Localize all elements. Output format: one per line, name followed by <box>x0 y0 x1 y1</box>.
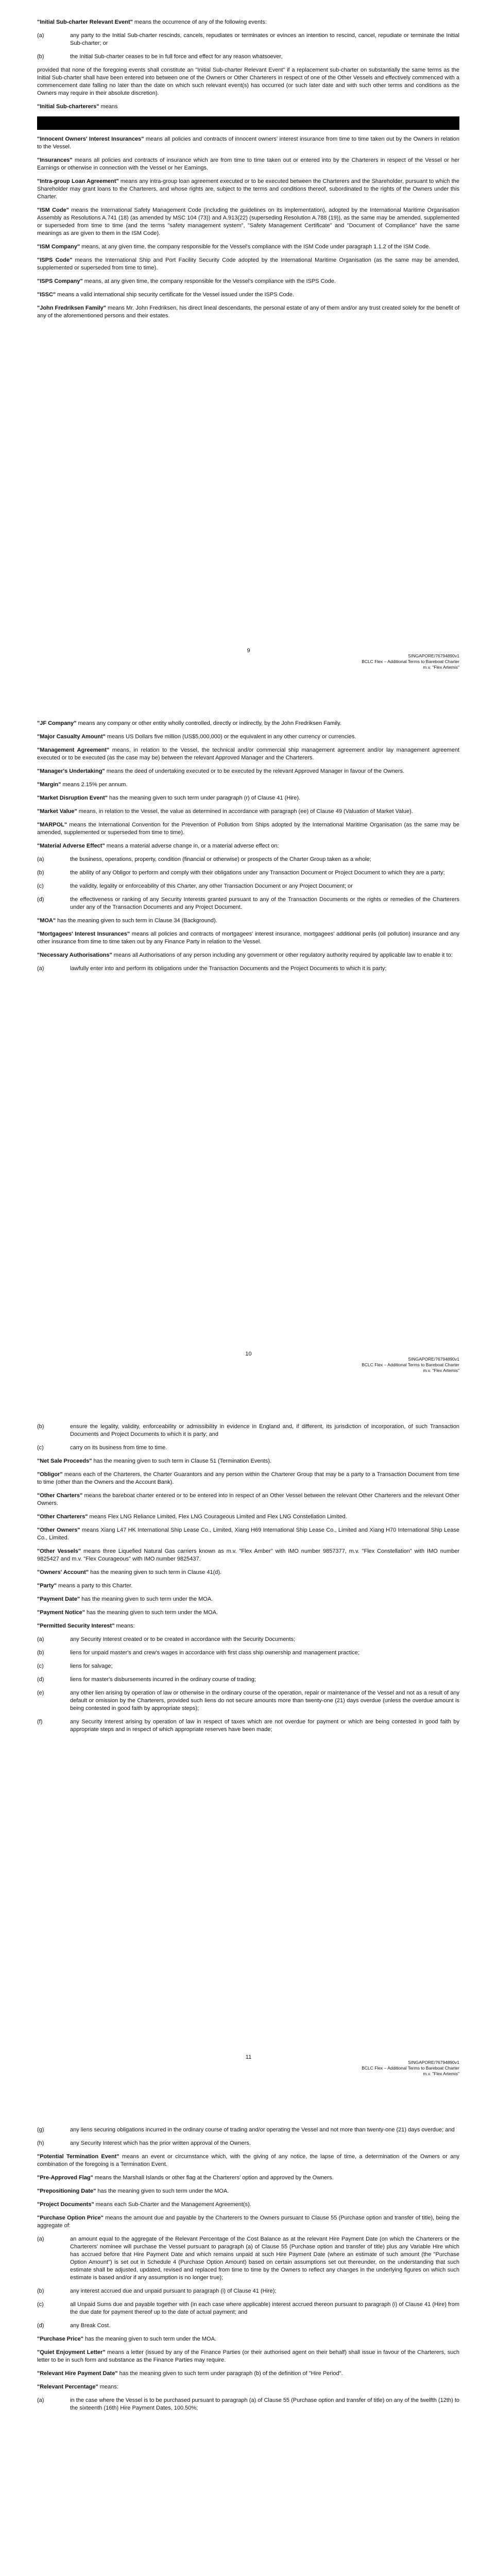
defined-term: "Market Disruption Event" <box>37 795 108 801</box>
defined-term: "ISSC" <box>37 292 56 298</box>
defined-term: "MARPOL" <box>37 822 67 828</box>
page-10-body <box>37 720 459 978</box>
definition-paragraph <box>37 157 459 172</box>
defined-term: "ISPS Code" <box>37 257 73 263</box>
defined-term: "Other Charterers" <box>37 1514 88 1520</box>
defined-term: "Party" <box>37 1583 57 1589</box>
defined-term: "Net Sale Proceeds" <box>37 1458 92 1464</box>
definition-paragraph <box>37 1513 459 1521</box>
defined-term: "Purchase Option Price" <box>37 2215 104 2221</box>
defined-term: "Major Casualty Amount" <box>37 734 106 740</box>
definition-text: means the Marshall Islands or other flag at the Charterers' option and approved by the Owners. <box>93 2175 334 2181</box>
definition-text: has the meaning given to such term in Clause 41(d). <box>89 1569 222 1575</box>
defined-term: "Necessary Authorisations" <box>37 952 112 958</box>
definition-paragraph <box>37 2383 459 2391</box>
defined-term: "Management Agreement" <box>37 747 110 753</box>
list-item-label: (h) <box>37 2140 44 2146</box>
list-item <box>37 53 459 61</box>
list-item-label: (f) <box>37 1719 43 1725</box>
defined-term: "Insurances" <box>37 157 73 163</box>
definition-text: means, in relation to the Vessel, the value as determined in accordance with paragraph (ee) of Clause 49 (Valuation of Market Value). <box>77 808 413 815</box>
list-item-label: (d) <box>37 896 44 903</box>
list-item-text: lawfully enter into and perform its obligations under the Transaction Documents and the Project Documents to which it is party; <box>70 965 387 972</box>
footer-vessel: m.v. "Flex Artemis" <box>423 665 459 670</box>
defined-term: "ISM Company" <box>37 244 80 250</box>
list-item <box>37 1663 459 1670</box>
list-item-label: (c) <box>37 883 44 889</box>
list-item <box>37 1649 459 1657</box>
defined-term: "Manager's Undertaking" <box>37 768 105 774</box>
list-item-text: the ability of any Obligor to perform and comply with their obligations under any Transaction Document or Project Document to which they are a party; <box>70 870 445 876</box>
list-item-label: (e) <box>37 1690 44 1696</box>
list-item-text: the Initial Sub-charter ceases to be in full force and effect for any reason whatsoever, <box>70 54 283 60</box>
defined-term: "MOA" <box>37 918 56 924</box>
page-footer <box>362 2060 459 2077</box>
definition-paragraph <box>37 2153 459 2168</box>
defined-term: "Obligor" <box>37 1471 63 1478</box>
defined-term: "Other Vessels" <box>37 1548 81 1554</box>
defined-term: "Market Value" <box>37 808 77 815</box>
definition-paragraph <box>37 304 459 320</box>
list-item <box>37 869 459 877</box>
list-item-text: the effectiveness or ranking of any Security Interests granted pursuant to any of the Transaction Documents or the rights or remedies of the Charterers under any of the Transaction Documents and any Project Document. <box>70 896 459 910</box>
list-item <box>37 32 459 47</box>
definition-text: means, at any given time, the company responsible for the Vessel's compliance with the ISPS Code. <box>82 278 336 284</box>
definition-paragraph <box>37 842 459 850</box>
definition-text: means, in relation to the Vessel, the technical and/or commercial ship management agreement and/or lay management agreement executed or to be executed (as the case may be) between the relevant Approved Manager and the Charterers. <box>37 747 459 761</box>
definition-paragraph <box>37 1582 459 1590</box>
defined-term: "Margin" <box>37 782 61 788</box>
list-item <box>37 883 459 890</box>
list-item-label: (a) <box>37 2236 44 2242</box>
definition-paragraph <box>37 733 459 741</box>
list-item-label: (a) <box>37 856 44 862</box>
definition-text: means the deed of undertaking executed or to be executed by the relevant Approved Manager in favour of the Owners. <box>105 768 405 774</box>
list-item <box>37 2140 459 2147</box>
list-item-label: (a) <box>37 32 44 39</box>
footer-ref: SINGAPORE/76794890v1 <box>408 2060 459 2065</box>
page-number: 11 <box>245 2054 252 2060</box>
page-10 <box>0 703 497 1388</box>
defined-term: "Prepositioning Date" <box>37 2188 96 2194</box>
list-item-text: liens for unpaid master's and crew's wages in accordance with first class ship ownership and management practice; <box>70 1650 359 1656</box>
defined-term: "Intra-group Loan Agreement" <box>37 178 119 184</box>
footer-ref: SINGAPORE/76794890v1 <box>408 1357 459 1362</box>
list-item-label: (b) <box>37 870 44 876</box>
list-item-label: (a) <box>37 2397 44 2403</box>
definition-paragraph <box>37 1609 459 1617</box>
definition-text: means each Sub-Charter and the Management Agreement(s). <box>94 2201 251 2208</box>
definition-paragraph <box>37 2174 459 2182</box>
page-footer <box>362 1357 459 1374</box>
definition-text: means all policies and contracts of innocent owners' interest insurance from time to time taken out by the Owners in relation to the Vessel. <box>37 136 460 150</box>
list-item-text: any Break Cost. <box>70 2323 111 2329</box>
list-item-label: (g) <box>37 2127 44 2133</box>
list-item <box>37 2235 459 2282</box>
list-item-text: any other lien arising by operation of law or otherwise in the ordinary course of the operation, repair or maintenance of the Vessel and not as a result of any default or omission by the Charterers, provided such liens do not secure amounts more than twenty-one (21) days overdue (unless the overdue amount is being contested in good faith by appropriate steps); <box>70 1690 459 1711</box>
page-11 <box>0 1406 497 2092</box>
footer-vessel: m.v. "Flex Artemis" <box>423 1368 459 1373</box>
definition-text: means any intra-group loan agreement executed or to be executed between the Charterers and the Shareholder, pursuant to which the Shareholder may grant loans to the Charterers, and whose rights are, subject to the terms and conditions thereof, subordinated to the rights of the Owners under this Charter. <box>37 178 459 200</box>
list-item <box>37 2287 459 2295</box>
list-item-text: carry on its business from time to time. <box>70 1445 167 1451</box>
definition-paragraph <box>37 2370 459 2378</box>
page-11-body <box>37 1423 459 1739</box>
list-item-label: (b) <box>37 1650 44 1656</box>
list-item <box>37 2397 459 2412</box>
list-item-label: (a) <box>37 1636 44 1642</box>
definition-text: has the meaning given to such term under the MOA. <box>80 1596 213 1602</box>
list-item-text: any Security Interest which has the prior written approval of the Owners. <box>70 2140 251 2146</box>
definition-text: has the meaning given to such term under paragraph (r) of Clause 41 (Hire). <box>107 795 301 801</box>
list-item <box>37 896 459 911</box>
defined-term: "JF Company" <box>37 720 77 726</box>
list-item-label: (d) <box>37 2323 44 2329</box>
list-item <box>37 1689 459 1713</box>
list-item-text: liens for master's disbursements incurred in the ordinary course of trading; <box>70 1676 256 1683</box>
list-item <box>37 1718 459 1734</box>
definition-paragraph <box>37 821 459 837</box>
definition-text: means, at any given time, the company responsible for the Vessel's compliance with the ISM Code under paragraph 1.1.2 of the ISM Code. <box>80 244 431 250</box>
definition-paragraph <box>37 1458 459 1465</box>
definition-text: means <box>99 104 118 110</box>
definition-text: has the meaning given to such term in Clause 51 (Termination Events). <box>92 1458 271 1464</box>
footer-ref: SINGAPORE/76794890v1 <box>408 653 459 658</box>
definition-text: means each of the Charterers, the Charter Guarantors and any person within the Charterer Group that may be a party to a Transaction Document from time to time (other than the Owners and the Account Bank). <box>37 1471 459 1485</box>
page-9 <box>0 0 497 685</box>
definition-paragraph <box>37 930 459 946</box>
list-item-text: an amount equal to the aggregate of the Relevant Percentage of the Cost Balance as at the relevant Hire Payment Date (on which the Charterers or the Charterers' nominee will purchase the Vessel pursuant to paragraph (a) of Clause 55 (Purchase option and transfer of title) plus any Variable Hire which has accrued before that Hire Payment Date and which remains unpaid at such Hire Payment Date (where an estimate of such amount (the "Purchase Option Amount") is set out in Schedule 4 (Purchase Option Amount) based on certain assumptions set out thereunder, on the understanding that such estimate shall be adjusted, updated, revised and replaced from time to time by the Owners to reflect any changes in the underlying figures on which such estimate is based and/or if any assumption is no longer true); <box>70 2236 459 2281</box>
list-item-text: any party to the Initial Sub-charter rescinds, cancels, repudiates or terminates or evinces an intention to rescind, cancel, repudiate or terminate the Initial Sub-charter; or <box>70 32 459 46</box>
definition-paragraph <box>37 1622 459 1630</box>
list-item-label: (b) <box>37 1423 44 1430</box>
list-item-text: any Security Interest created or to be created in accordance with the Security Documents; <box>70 1636 296 1642</box>
definition-text: means all Authorisations of any person including any government or other regulatory authority required by applicable law to enable it to: <box>112 952 453 958</box>
definition-text: means: <box>98 2384 118 2390</box>
definition-text: means a material adverse change in, or a material adverse effect on: <box>105 843 279 849</box>
definition-text: means the International Convention for the Prevention of Pollution from Ships adopted by the International Maritime Organisation (as the same may be amended, supplemented or superseded from time to time). <box>37 822 459 836</box>
definition-text: has the meaning given to such term under the MOA. <box>83 2336 216 2342</box>
definition-paragraph <box>37 952 459 959</box>
definition-paragraph <box>37 103 459 111</box>
footer-vessel: m.v. "Flex Artemis" <box>423 2071 459 2076</box>
defined-term: "Mortgagees' Interest Insurances" <box>37 931 130 937</box>
body-paragraph: provided that none of the foregoing events shall constitute an "Initial Sub-charter Relevant Event" if a replacement sub-charter on substantially the same terms as the Initial Sub-charter shall have been entered into between one of the Owners or Other Charterers in respect of one of the Other Vessels and effectively commenced with a commencement date falling no later than the date on which such relevant event(s) has occurred (or such later date and with such other terms and conditions as the Owners may require in their absolute discretion). <box>37 67 459 96</box>
list-item <box>37 856 459 863</box>
defined-term: "Initial Sub-charter Relevant Event" <box>37 19 133 25</box>
defined-term: "Owners' Account" <box>37 1569 89 1575</box>
definition-text: means US Dollars five million (US$5,000,000) or the equivalent in any other currency or currencies. <box>105 734 356 740</box>
definition-text: means three Liquefied Natural Gas carriers known as m.v. "Flex Amber" with IMO number 9857377, m.v. "Flex Constellation" with IMO number 9825427 and m.v. "Flex Courageous" with IMO number 9825437. <box>37 1548 460 1562</box>
definition-text: means an event or circumstance which, with the giving of any notice, the lapse of time, a determination of the Owners or any combination of the foregoing is a Termination Event. <box>37 2154 459 2167</box>
definition-paragraph <box>37 917 459 925</box>
definition-text: means the occurrence of any of the following events: <box>132 19 267 25</box>
page-number: 10 <box>245 1351 252 1357</box>
list-item <box>37 1636 459 1643</box>
defined-term: "Pre-Approved Flag" <box>37 2175 93 2181</box>
definition-paragraph <box>37 747 459 762</box>
list-item <box>37 1676 459 1684</box>
defined-term: "Relevant Hire Payment Date" <box>37 2370 118 2377</box>
definition-text: has the meaning given to such term under the MOA. <box>84 1609 218 1616</box>
definition-paragraph <box>37 2335 459 2343</box>
definition-paragraph <box>37 720 459 727</box>
page-footer <box>362 653 459 670</box>
definition-paragraph <box>37 781 459 789</box>
definition-paragraph <box>37 768 459 775</box>
page-number: 9 <box>247 648 250 654</box>
list-item-text: the validity, legality or enforceability of this Charter, any other Transaction Document or any Project Document; or <box>70 883 353 889</box>
list-item-label: (d) <box>37 1676 44 1683</box>
defined-term: "Other Charters" <box>37 1493 83 1499</box>
footer-title: BCLC Flex – Additional Terms to Bareboat Charter <box>362 2065 459 2071</box>
definition-text: means Xiang L47 HK International Ship Lease Co., Limited, Xiang H69 International Ship Lease Co., Limited and Xiang H70 International Ship Lease Co., Limited. <box>37 1527 459 1541</box>
definition-paragraph <box>37 1548 459 1563</box>
list-item <box>37 1444 459 1452</box>
definition-text: means Flex LNG Reliance Limited, Flex LNG Courageous Limited and Flex LNG Constellation Limited. <box>88 1514 347 1520</box>
list-item-text: any liens securing obligations incurred in the ordinary course of trading and/or operating the Vessel and not more than twenty-one (21) days overdue; and <box>70 2127 455 2133</box>
footer-title: BCLC Flex – Additional Terms to Bareboat Charter <box>362 1362 459 1367</box>
definition-paragraph <box>37 2349 459 2364</box>
definition-paragraph <box>37 1596 459 1603</box>
list-item-label: (c) <box>37 2301 44 2308</box>
list-item-text: any Security Interest arising by operation of law in respect of taxes which are not overdue for payment or which are being contested in good faith by appropriate steps and in respect of which appropriate reserves have been made; <box>70 1719 459 1733</box>
list-item <box>37 2126 459 2134</box>
definition-text: means the amount due and payable by the Charterers to the Owners pursuant to Clause 55 (Purchase option and transfer of title), being the aggregate of: <box>37 2215 459 2229</box>
definition-text: has the meaning given to such term under the MOA. <box>96 2188 229 2194</box>
defined-term: "Purchase Price" <box>37 2336 83 2342</box>
defined-term: "Relevant Percentage" <box>37 2384 98 2390</box>
list-item <box>37 1423 459 1438</box>
definition-paragraph <box>37 2188 459 2195</box>
definition-paragraph <box>37 291 459 299</box>
list-item-text: liens for salvage; <box>70 1663 113 1669</box>
defined-term: "Other Owners" <box>37 1527 80 1533</box>
definition-text: means a letter (issued by any of the Finance Parties (or their authorised agent on their behalf) shall issue in favour of the Charterers, such letter to be in such form and substance as the Finance Parties may require. <box>37 2349 459 2363</box>
list-item-label: (a) <box>37 965 44 972</box>
defined-term: "Permitted Security Interest" <box>37 1623 115 1629</box>
defined-term: "Innocent Owners' Interest Insurances" <box>37 136 144 142</box>
definition-text: means a party to this Charter. <box>56 1583 133 1589</box>
definition-text: means any company or other entity wholly controlled, directly or indirectly, by the John Fredriksen Family. <box>76 720 341 726</box>
list-item <box>37 965 459 973</box>
definition-paragraph <box>37 1569 459 1577</box>
definition-paragraph <box>37 19 459 26</box>
list-item-label: (c) <box>37 1445 44 1451</box>
definition-paragraph <box>37 2214 459 2230</box>
list-item-text: in the case where the Vessel is to be purchased pursuant to paragraph (a) of Clause 55 (Purchase option and transfer of title) on any of the twelfth (12th) to the sixteenth (16th) Hire Payment Dates, 100.50%; <box>70 2397 459 2411</box>
definition-paragraph <box>37 1527 459 1542</box>
definition-paragraph <box>37 278 459 285</box>
list-item-label: (c) <box>37 1663 44 1669</box>
definition-text: has the meaning given to such term in Clause 34 (Background). <box>56 918 217 924</box>
definition-paragraph <box>37 1492 459 1507</box>
definition-paragraph <box>37 135 459 151</box>
definition-paragraph <box>37 794 459 802</box>
list-item <box>37 2301 459 2316</box>
defined-term: "Quiet Enjoyment Letter" <box>37 2349 106 2355</box>
definition-text: means the International Safety Management Code (including the guidelines on its implementation), adopted by the International Maritime Organisation Assembly as Resolutions A.741 (18) (as amended by MSC 104 (73)) and A.913(22) (superseding Resolution A.788 (19)), as the same may be amended, supplemented or superseded from time to time (and the terms "safety management system", "Safety Management Certificate" and "Document of Compliance" have the same meanings as are given to them in the ISM Code). <box>37 207 460 236</box>
defined-term: "Payment Date" <box>37 1596 80 1602</box>
page-9-body <box>37 19 459 326</box>
definition-paragraph <box>37 808 459 816</box>
definition-text: means Mr. John Fredriksen, his direct lineal descendants, the personal estate of any of them and/or any trust created solely for the benefit of any of the aforementioned persons and their estates. <box>37 305 459 319</box>
defined-term: "Material Adverse Effect" <box>37 843 105 849</box>
definition-paragraph <box>37 243 459 251</box>
definition-text: means all policies and contracts of insurance which are from time to time taken out or entered into by the Charterers in respect of the Vessel or her Earnings or otherwise in connection with the Vessel or her Earnings. <box>37 157 459 171</box>
definition-text: means: <box>114 1623 135 1629</box>
list-item-text: ensure the legality, validity, enforceability or admissibility in evidence in England and, if different, its jurisdiction of incorporation, of such Transaction Documents and Project Documents to which it is party; and <box>70 1423 459 1437</box>
list-item-text: all Unpaid Sums due and payable together with (in each case where applicable) interest accrued thereon pursuant to paragraph (i) of Clause 41 (Hire) from the due date for payment thereof up to the date of actual payment; and <box>70 2301 459 2315</box>
list-item-text: any interest accrued due and unpaid pursuant to paragraph (i) of Clause 41 (Hire); <box>70 2288 277 2294</box>
definition-text: means a valid international ship security certificate for the Vessel issued under the ISPS Code. <box>56 292 294 298</box>
page-12 <box>0 2110 497 2576</box>
defined-term: "ISM Code" <box>37 207 69 213</box>
definition-paragraph <box>37 2201 459 2209</box>
list-item-label: (b) <box>37 2288 44 2294</box>
definition-text: means the International Ship and Port Facility Security Code adopted by the International Maritime Organisation (as the same may be amended, supplemented or superseded from time to time). <box>37 257 459 271</box>
definition-text: means all policies and contracts of mortgagees' interest insurance, mortgagees' additional perils (oil pollution) insurance and any other insurance from time to time taken out by any Finance Party in relation to the Vessel. <box>37 931 459 945</box>
definition-paragraph <box>37 1471 459 1486</box>
definition-text: has the meaning given to such term under paragraph (b) of the definition of "Hire Period". <box>117 2370 343 2377</box>
definition-text: means 2.15% per annum. <box>61 782 128 788</box>
list-item-label: (b) <box>37 54 44 60</box>
defined-term: "ISPS Company" <box>37 278 83 284</box>
defined-term: "Payment Notice" <box>37 1609 85 1616</box>
definition-paragraph <box>37 257 459 272</box>
definition-paragraph <box>37 207 459 238</box>
defined-term: "John Fredriksen Family" <box>37 305 106 311</box>
defined-term: "Project Documents" <box>37 2201 94 2208</box>
list-item <box>37 2322 459 2330</box>
definition-paragraph <box>37 178 459 201</box>
defined-term: "Potential Termination Event" <box>37 2154 119 2160</box>
page-12-body <box>37 2126 459 2418</box>
redaction-bar <box>37 116 459 130</box>
definition-text: means the bareboat charter entered or to be entered into in respect of an Other Vessel between the relevant Other Charterers and the relevant Other Owners. <box>37 1493 459 1506</box>
list-item-text: the business, operations, property, condition (financial or otherwise) or prospects of the Charter Group taken as a whole; <box>70 856 371 862</box>
defined-term: "Initial Sub-charterers" <box>37 104 99 110</box>
footer-title: BCLC Flex – Additional Terms to Bareboat Charter <box>362 659 459 664</box>
